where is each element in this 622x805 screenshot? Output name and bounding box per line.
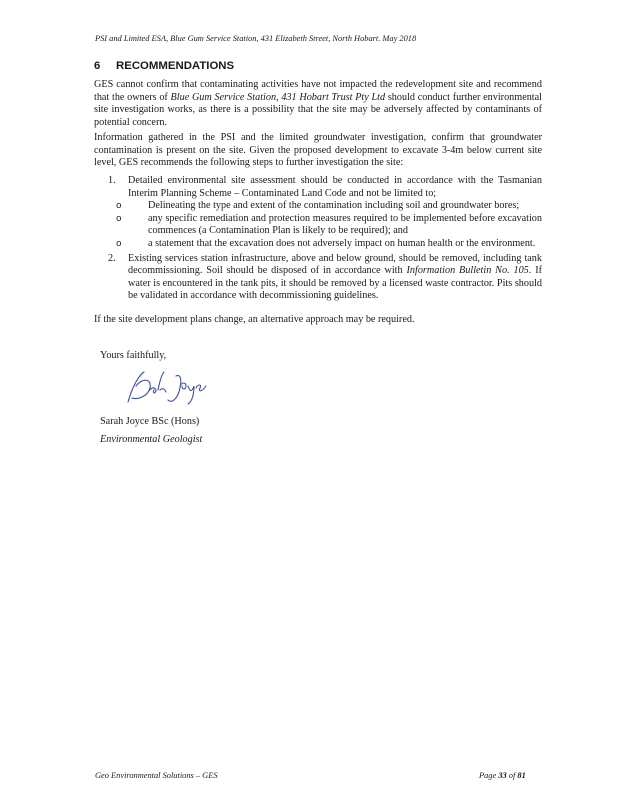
page-number bbox=[479, 771, 526, 780]
sub-bullet-item bbox=[94, 200, 542, 213]
bullet-text: any specific remediation and protection measures required to be implemented before excavation commences (a Contamination Plan is likely to be required); and bbox=[148, 212, 542, 237]
step-item bbox=[94, 253, 542, 303]
signer-role: Environmental Geologist bbox=[100, 434, 203, 445]
paragraph-alternative: If the site development plans change, an alternative approach may be required. bbox=[94, 314, 415, 325]
owner-name: 431 Hobart Trust Pty Ltd bbox=[281, 91, 386, 103]
step-text-a: Existing services station infrastructure, above and below ground, should be removed, including tank decommissioning. Soil should be disposed of in accordance with bbox=[128, 252, 542, 277]
step-item bbox=[94, 175, 542, 200]
sub-bullet-item bbox=[94, 238, 542, 251]
para1-text-a: GES cannot confirm that contaminating activities have not impacted the redevelopment site and recommend that the owners of bbox=[94, 79, 542, 103]
bullet-icon: o bbox=[116, 238, 122, 249]
signer-name: Sarah Joyce BSc (Hons) bbox=[100, 416, 200, 427]
step-text-b: . If water is encountered in the tank pits, it should be removed by a licensed waste contractor. Pits should be validated in accordance with decommissioning guidelines. bbox=[128, 265, 542, 302]
para1-text-c: should conduct further environmental site investigation works, as there is a possibility that the site may be adversely affected by contaminants of potential concern. bbox=[94, 91, 542, 128]
paragraph-information: Information gathered in the PSI and the limited groundwater investigation, confirm that groundwater contamination is present on the site. Given the proposed development to excavate 3-4m below current site level, GES recommends the following steps to further investigation the site: bbox=[94, 132, 542, 169]
bullet-text: a statement that the excavation does not adversely impact on human health or the environment. bbox=[148, 237, 536, 249]
bullet-icon: o bbox=[116, 201, 122, 212]
footer-company: Geo Environmental Solutions – GES bbox=[95, 771, 218, 780]
step-number: 1. bbox=[108, 175, 116, 186]
steps-list bbox=[94, 175, 542, 303]
page-total: 81 bbox=[517, 771, 526, 780]
step-text: Detailed environmental site assessment should be conducted in accordance with the Tasmanian Interim Planning Scheme – Contaminated Land Code and not be limited to; bbox=[128, 175, 542, 199]
site-name: Blue Gum Service Station bbox=[170, 91, 277, 103]
para1-text-b: , bbox=[276, 91, 282, 103]
bulletin-reference: Information Bulletin No. 105 bbox=[406, 265, 529, 277]
step-number: 2. bbox=[108, 252, 116, 264]
bullet-icon: o bbox=[116, 213, 122, 224]
page-current: 33 bbox=[498, 771, 507, 780]
paragraph-recommendation bbox=[94, 79, 542, 129]
page-of: of bbox=[506, 771, 518, 780]
section-number: 6 bbox=[94, 60, 101, 72]
running-header: PSI and Limited ESA, Blue Gum Service Station, 431 Elizabeth Street, North Hobart. May 2018 bbox=[95, 34, 417, 43]
section-title: RECOMMENDATIONS bbox=[116, 60, 235, 72]
bullet-text: Delineating the type and extent of the contamination including soil and groundwater bores; bbox=[148, 200, 520, 212]
signature-image bbox=[118, 366, 218, 408]
page-prefix: Page bbox=[479, 771, 499, 780]
sub-bullet-item bbox=[94, 213, 542, 238]
salutation: Yours faithfully, bbox=[100, 350, 167, 361]
section-heading bbox=[94, 60, 234, 72]
